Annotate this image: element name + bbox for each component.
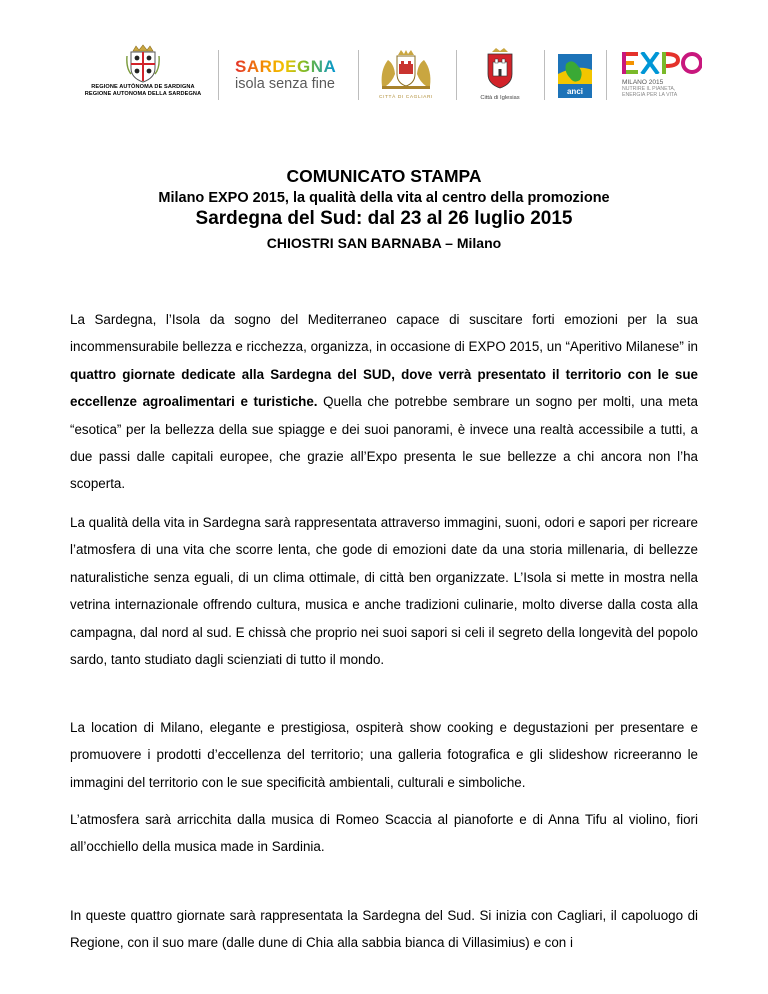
body-paragraph-5: In queste quattro giornate sarà rappresentata la Sardegna del Sud. Si inizia con Cagliari, il capoluogo di Regione, con il suo mare (dalle dune di Chia alla sabbia bianca di Villasimius) e con i (70, 908, 698, 951)
press-release-subtitle: Milano EXPO 2015, la qualità della vita al centro della promozione (158, 190, 610, 206)
logo-divider (544, 50, 545, 100)
logo-divider (606, 50, 607, 100)
sardegna-tagline: isola senza fine (235, 76, 335, 92)
iglesias-crest-icon (484, 48, 516, 90)
logo-bar (78, 44, 698, 106)
cagliari-crest-icon (376, 50, 436, 90)
press-release-title: COMUNICATO STAMPA (286, 166, 482, 186)
body-paragraph-2: La qualità della vita in Sardegna sarà rappresentata attraverso immagini, suoni, odori e sapori per ricreare l’atmosfera di una vita che scorre lenta, che gode di emozioni date da una storia millenaria, di bellezze naturalistiche senza eguali, di un clima ottimale, di città ben organizzate. L’Isola si mette in mostra nella vetrina internazionale offrendo cultura, musica e anche tradizioni culinarie, molto diverse dalla costa alla campagna, dal nord al sud. E chissà che proprio nei suoi sapori si celi il segreto della longevità del popolo sardo, tanto studiato dagli scienziati di tutto il mondo. (70, 515, 698, 668)
cagliari-caption: CITTÀ DI CAGLIARI (379, 95, 433, 100)
logo-divider (358, 50, 359, 100)
regione-crest-icon (126, 44, 160, 84)
event-date-heading: Sardegna del Sud: dal 23 al 26 luglio 2015 (195, 208, 573, 229)
logo-divider (456, 50, 457, 100)
event-location: CHIOSTRI SAN BARNABA – Milano (266, 235, 502, 251)
cagliari-logo (374, 50, 438, 100)
body-paragraph-1 (70, 306, 698, 498)
regione-sardegna-logo (78, 44, 208, 104)
body-paragraph-3: La location di Milano, elegante e prestigiosa, ospiterà show cooking e degustazioni per presentare e promuovere i prodotti d’eccellenza del territorio; una galleria fotografica e gli slideshow ricreeranno le immagini del territorio con le sue specificità ambientali, culturali e simboliche. (70, 720, 698, 790)
expo-2015-logo (622, 52, 704, 102)
expo-wordmark-icon (622, 52, 702, 74)
anci-label: anci (566, 87, 584, 96)
sardegna-brand-logo (235, 58, 345, 98)
iglesias-caption: Città di Iglesias (480, 95, 520, 101)
paragraph-1-rest: Quella che potrebbe sembrare un sogno per molti, una meta “esotica” per la bellezza della sue spiagge e dei suoi panorami, è invece una realtà accessibile a tutti, a due passi dalle capitali europee, che grazie all’Expo presenta le sue bellezze a chi ancora non l’ha scoperta. (70, 394, 698, 492)
regione-line-2: REGIONE AUTONOMA DELLA SARDEGNA (84, 91, 202, 97)
regione-line-1: REGIONE AUTÒNOMA DE SARDIGNA (91, 84, 195, 90)
paragraph-1-intro: La Sardegna, l’Isola da sogno del Mediterraneo capace di suscitare forti emozioni per la sua incommensurabile bellezza e ricchezza, organizza, in occasione di EXPO 2015, un “Aperitivo Milanese” in (70, 312, 698, 355)
iglesias-logo (472, 48, 528, 102)
expo-year: MILANO 2015 (622, 79, 664, 86)
body-paragraph-4: L’atmosfera sarà arricchita dalla musica di Romeo Scaccia al pianoforte e di Anna Tifu al violino, fiori all’occhiello della musica made in Sardinia. (70, 812, 698, 855)
expo-tagline-1: NUTRIRE IL PIANETA, (622, 86, 676, 92)
paragraph-1-bold: quattro giornate dedicate alla Sardegna del SUD, dove verrà presentato il territorio con le sue eccellenze agroalimentari e turistiche. (70, 366, 698, 410)
sardegna-wordmark: SARDEGNA (235, 57, 337, 76)
expo-tagline-2: ENERGIA PER LA VITA (622, 92, 678, 98)
logo-divider (218, 50, 219, 100)
anci-logo (558, 54, 592, 98)
anci-emblem-icon (558, 54, 592, 98)
